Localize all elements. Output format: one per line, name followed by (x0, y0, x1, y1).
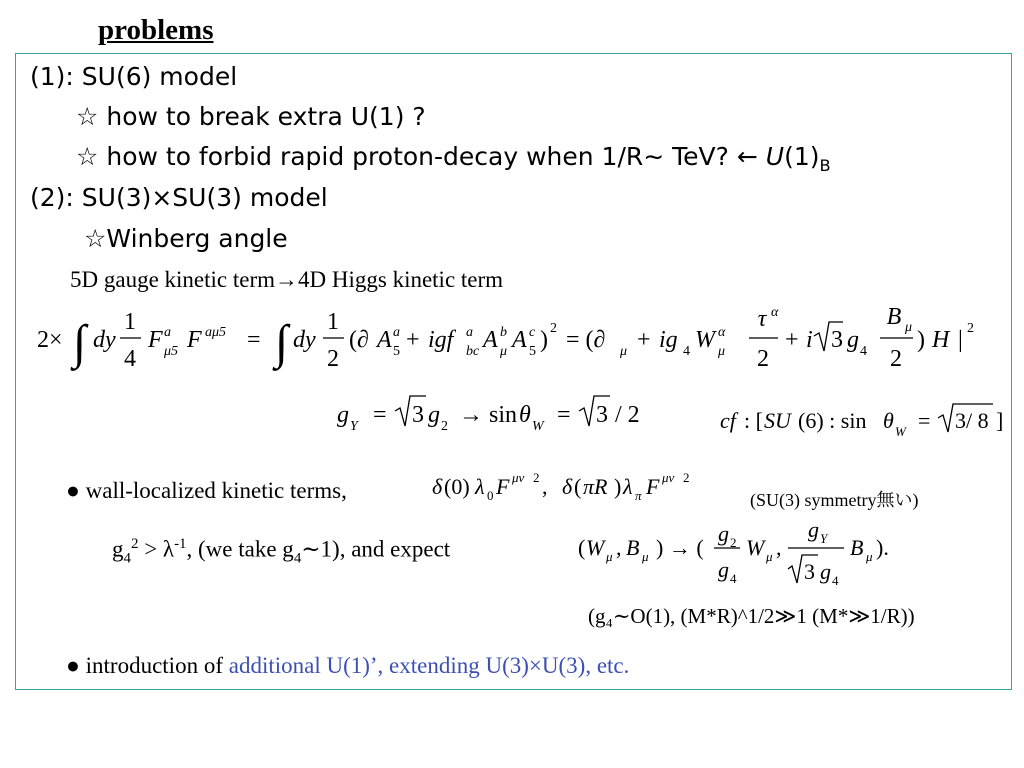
svg-text:+: + (406, 327, 420, 353)
svg-text:μ: μ (866, 549, 873, 564)
svg-text:,: , (616, 535, 622, 560)
svg-text:A: A (483, 327, 498, 353)
svg-text:3: 3 (596, 402, 608, 428)
svg-text:α: α (718, 325, 726, 340)
item-su6-model: (1): SU(6) model (30, 62, 238, 91)
svg-text:i: i (806, 327, 813, 353)
svg-text:]: ] (996, 408, 1004, 433)
g-sup: 2 (130, 536, 139, 552)
svg-text:4: 4 (683, 344, 690, 359)
svg-text:a: a (164, 325, 171, 340)
svg-text:2: 2 (683, 470, 690, 485)
svg-text:F: F (496, 474, 510, 499)
svg-text:+: + (637, 327, 651, 353)
gauge-kinetic-line: 5D gauge kinetic term→4D Higgs kinetic term (70, 267, 504, 292)
svg-text:F: F (646, 474, 660, 499)
weinberg-relation (335, 388, 675, 440)
svg-text:3: 3 (831, 327, 843, 353)
svg-text:τ: τ (757, 306, 767, 332)
svg-text:W: W (695, 327, 715, 353)
svg-text:μν: μν (512, 470, 525, 485)
item-break-u1: ☆ how to break extra U(1) ? (76, 102, 426, 131)
svg-text:/ 2: / 2 (615, 402, 640, 428)
svg-text:2: 2 (757, 346, 769, 372)
svg-text:μ: μ (620, 344, 628, 359)
svg-text:SU: SU (764, 408, 791, 433)
svg-text:b: b (500, 325, 507, 340)
lambda-sup: -1 (174, 536, 187, 552)
svg-text:(: ( (578, 535, 586, 560)
svg-text:= (∂: = (∂ (566, 327, 606, 353)
svg-text:|: | (958, 327, 963, 353)
svg-text:A: A (377, 327, 392, 353)
svg-text:μ: μ (766, 549, 773, 564)
svg-text:+: + (785, 327, 799, 353)
svg-text:δ: δ (432, 474, 443, 499)
lambda-text: > λ (138, 536, 175, 562)
svg-text:3/ 8: 3/ 8 (955, 408, 989, 433)
svg-text:): ) (614, 474, 622, 499)
svg-text:g: g (808, 517, 819, 542)
field-mixing (576, 515, 906, 591)
svg-text:H: H (932, 327, 950, 353)
svg-text:g: g (820, 559, 831, 584)
svg-text:μ5: μ5 (164, 344, 179, 359)
svg-text:2: 2 (967, 321, 974, 336)
svg-text:B: B (850, 535, 864, 560)
svg-text:): ) (540, 327, 548, 353)
svg-text:).: ). (876, 535, 889, 560)
slide-title: problems (98, 14, 214, 46)
svg-text:F: F (148, 327, 163, 353)
coupling-condition (112, 536, 450, 567)
svg-text:Y: Y (820, 531, 828, 546)
svg-text:δ: δ (562, 474, 573, 499)
svg-text:α: α (771, 305, 779, 320)
svg-text:cf: cf (720, 408, 736, 433)
svg-text:5: 5 (393, 344, 400, 359)
svg-text:π: π (635, 488, 642, 503)
svg-text:W: W (586, 535, 605, 560)
svg-text:B: B (626, 535, 640, 560)
svg-text:W: W (895, 424, 906, 439)
svg-text:) → (: ) → ( (656, 535, 704, 560)
svg-text:∫: ∫ (73, 316, 87, 369)
u-subscript: B (819, 156, 831, 175)
svg-text:4: 4 (860, 344, 867, 359)
svg-text:μ: μ (642, 549, 649, 564)
svg-text:θ: θ (883, 408, 894, 433)
svg-text:2: 2 (441, 419, 448, 434)
svg-text:aμ5: aμ5 (205, 325, 227, 340)
svg-text:2: 2 (730, 535, 737, 550)
su6-comparison (718, 396, 1008, 440)
svg-text:g: g (337, 402, 349, 428)
svg-text:1: 1 (327, 309, 339, 335)
svg-text:g: g (718, 557, 729, 582)
svg-text:ig: ig (659, 327, 678, 353)
svg-text:5: 5 (529, 344, 536, 359)
svg-text:bc: bc (466, 344, 480, 359)
svg-text:2: 2 (327, 346, 339, 372)
svg-text:4: 4 (124, 346, 136, 372)
bullet-wall-localized: ● wall-localized kinetic terms, (66, 478, 347, 503)
svg-text:3: 3 (412, 402, 424, 428)
svg-text:1: 1 (124, 309, 136, 335)
bullet2-highlight: additional U(1)’, extending U(3)×U(3), etc. (228, 653, 630, 678)
svg-text:θ: θ (519, 402, 531, 428)
svg-text:μ: μ (905, 320, 913, 335)
u-symbol: U (765, 142, 785, 171)
item-weinberg-angle: ☆Winberg angle (84, 224, 288, 253)
svg-text:dy: dy (293, 327, 316, 353)
svg-text:a: a (466, 325, 473, 340)
svg-text:dy: dy (93, 327, 116, 353)
svg-text:=: = (557, 402, 571, 428)
take-text: , (we take g (186, 536, 294, 562)
svg-text:λ: λ (623, 474, 633, 499)
svg-text:=: = (247, 327, 261, 353)
svg-text:(6) : sin: (6) : sin (798, 408, 867, 433)
g-symbol: g (112, 536, 124, 562)
svg-text:λ: λ (475, 474, 485, 499)
svg-text:F: F (187, 327, 202, 353)
svg-text:(: ( (574, 474, 582, 499)
svg-text:: [: : [ (744, 408, 763, 433)
svg-text:μ: μ (500, 344, 508, 359)
svg-text:2: 2 (550, 321, 557, 336)
svg-text:c: c (529, 325, 536, 340)
svg-text:(0): (0) (444, 474, 470, 499)
item-proton-decay (76, 142, 831, 175)
svg-text:∫: ∫ (275, 316, 289, 369)
svg-text:2: 2 (890, 346, 902, 372)
proton-decay-text: ☆ how to forbid rapid proton-decay when 1/R∼ TeV? ← (76, 142, 766, 171)
svg-text:=: = (918, 408, 931, 433)
svg-text:πR: πR (583, 474, 608, 499)
item-su3-model: (2): SU(3)×SU(3) model (30, 183, 328, 212)
regime-note: (g₄∼O(1), (M*R)^1/2≫1 (M*≫1/R)) (588, 604, 915, 628)
svg-text:,: , (776, 535, 782, 560)
kinetic-equation (35, 296, 985, 380)
svg-text:igf: igf (428, 327, 454, 353)
svg-text:μ: μ (606, 549, 613, 564)
svg-text:3: 3 (804, 559, 815, 584)
bullet2-prefix: ● introduction of (66, 653, 229, 678)
svg-text:→ sin: → sin (459, 402, 518, 428)
svg-text:g: g (718, 521, 729, 546)
svg-text:W: W (746, 535, 765, 560)
svg-text:,: , (542, 474, 548, 499)
svg-text:): ) (917, 327, 925, 353)
svg-text:B: B (886, 304, 902, 330)
svg-text:μ: μ (718, 344, 726, 359)
take-sub: 4 (293, 550, 302, 567)
svg-text:a: a (393, 325, 400, 340)
svg-text:g: g (428, 402, 440, 428)
svg-text:(∂: (∂ (349, 327, 369, 353)
svg-text:2×: 2× (37, 327, 63, 353)
symmetry-note: (SU(3) symmetry無い) (750, 490, 919, 510)
svg-text:0: 0 (487, 488, 494, 503)
expect-text: ∼1), and expect (301, 536, 451, 562)
g-sub: 4 (123, 550, 131, 567)
wall-kinetic-terms (430, 466, 750, 506)
svg-text:Y: Y (350, 419, 358, 434)
svg-text:g: g (847, 327, 859, 353)
svg-text:A: A (512, 327, 527, 353)
u-paren: (1) (784, 142, 820, 171)
svg-text:4: 4 (730, 571, 737, 586)
svg-text:μν: μν (662, 470, 675, 485)
svg-text:4: 4 (832, 573, 839, 588)
bullet-additional-u1 (66, 653, 629, 679)
svg-text:W: W (532, 419, 544, 434)
svg-text:=: = (373, 402, 387, 428)
svg-text:2: 2 (533, 470, 540, 485)
